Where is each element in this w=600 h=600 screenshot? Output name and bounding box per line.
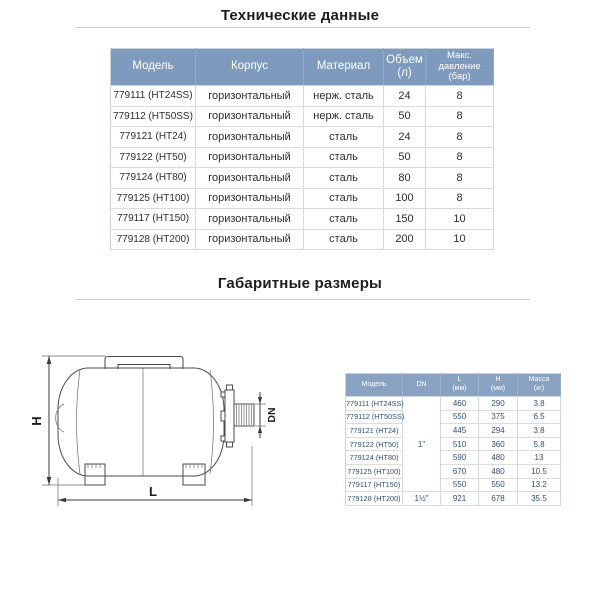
body-cell: горизонтальный bbox=[196, 147, 304, 168]
col-pressure-header bbox=[426, 49, 494, 86]
col-dn-header: DN bbox=[403, 374, 441, 397]
h-cell: 550 bbox=[479, 478, 518, 492]
l-cell: 510 bbox=[441, 437, 479, 451]
model-cell: 779124 (HT80) bbox=[111, 168, 196, 189]
arrow-down-icon bbox=[47, 477, 52, 485]
table-row bbox=[111, 168, 494, 189]
tech-section-title: Технические данные bbox=[220, 7, 380, 24]
l-dimension-label: L bbox=[149, 484, 157, 499]
mass-cell: 3.8 bbox=[518, 424, 561, 438]
material-cell: сталь bbox=[304, 168, 384, 189]
model-cell: 779112 (HT50SS) bbox=[346, 410, 403, 424]
l-cell: 921 bbox=[441, 492, 479, 506]
model-cell: 779125 (HT100) bbox=[111, 188, 196, 209]
table-row bbox=[111, 188, 494, 209]
model-cell: 779125 (HT100) bbox=[346, 464, 403, 478]
material-cell: сталь bbox=[304, 188, 384, 209]
mass-cell: 13 bbox=[518, 451, 561, 465]
volume-cell: 24 bbox=[384, 127, 426, 148]
l-cell: 550 bbox=[441, 410, 479, 424]
volume-cell: 100 bbox=[384, 188, 426, 209]
pressure-cell: 8 bbox=[426, 86, 494, 107]
model-cell: 779128 (HT200) bbox=[111, 229, 196, 250]
arrow-up-icon bbox=[258, 426, 262, 433]
l-cell: 460 bbox=[441, 397, 479, 411]
h-cell: 294 bbox=[479, 424, 518, 438]
col-l-line1: L bbox=[457, 376, 462, 384]
col-mass-header bbox=[518, 374, 561, 397]
table-row bbox=[111, 229, 494, 250]
table-row bbox=[346, 492, 561, 506]
col-body-header: Корпус bbox=[196, 49, 304, 86]
model-cell: 779122 (HT50) bbox=[346, 437, 403, 451]
body-cell: горизонтальный bbox=[196, 209, 304, 230]
pressure-cell: 8 bbox=[426, 127, 494, 148]
pressure-cell: 8 bbox=[426, 168, 494, 189]
l-cell: 670 bbox=[441, 464, 479, 478]
col-h-header bbox=[479, 374, 518, 397]
mass-cell: 6.5 bbox=[518, 410, 561, 424]
col-h-line2: (мм) bbox=[490, 385, 506, 392]
model-cell: 779111 (HT24SS) bbox=[346, 397, 403, 411]
col-volume-line2: (л) bbox=[397, 67, 412, 79]
dn-dimension-label: DN bbox=[266, 407, 278, 423]
table-row bbox=[346, 464, 561, 478]
table-row bbox=[346, 478, 561, 492]
table-row bbox=[111, 147, 494, 168]
model-cell: 779121 (HT24) bbox=[111, 127, 196, 148]
col-material-header: Материал bbox=[304, 49, 384, 86]
mass-cell: 35.5 bbox=[518, 492, 561, 506]
body-cell: горизонтальный bbox=[196, 229, 304, 250]
volume-cell: 50 bbox=[384, 147, 426, 168]
col-l-header bbox=[441, 374, 479, 397]
tank-handle bbox=[105, 357, 183, 370]
model-cell: 779112 (HT50SS) bbox=[111, 106, 196, 127]
tank-flange bbox=[221, 385, 234, 447]
h-cell: 360 bbox=[479, 437, 518, 451]
arrow-down-icon bbox=[258, 397, 262, 404]
tank-outline bbox=[58, 368, 224, 476]
mass-cell: 13.2 bbox=[518, 478, 561, 492]
arrow-right-icon bbox=[244, 498, 252, 503]
material-cell: сталь bbox=[304, 147, 384, 168]
table-row bbox=[346, 410, 561, 424]
model-cell: 779122 (HT50) bbox=[111, 147, 196, 168]
volume-cell: 24 bbox=[384, 86, 426, 107]
body-cell: горизонтальный bbox=[196, 127, 304, 148]
arrow-up-icon bbox=[47, 356, 52, 364]
arrow-left-icon bbox=[58, 498, 66, 503]
model-cell: 779121 (HT24) bbox=[346, 424, 403, 438]
mass-cell: 3.8 bbox=[518, 397, 561, 411]
material-cell: нерж. сталь bbox=[304, 106, 384, 127]
dn-cell: 1½" bbox=[403, 492, 441, 506]
table-row bbox=[111, 86, 494, 107]
body-cell: горизонтальный bbox=[196, 86, 304, 107]
tank-nipple bbox=[234, 404, 254, 426]
mass-cell: 5.8 bbox=[518, 437, 561, 451]
h-dimension-label: H bbox=[29, 416, 44, 426]
h-cell: 375 bbox=[479, 410, 518, 424]
material-cell: сталь bbox=[304, 127, 384, 148]
dims-section-title: Габаритные размеры bbox=[217, 275, 383, 292]
table-row bbox=[346, 451, 561, 465]
dims-title-rule bbox=[75, 299, 530, 300]
tech-table-header bbox=[111, 49, 494, 86]
pressure-cell: 8 bbox=[426, 188, 494, 209]
col-pressure-line2: (бар) bbox=[448, 71, 471, 83]
table-row bbox=[346, 437, 561, 451]
material-cell: сталь bbox=[304, 209, 384, 230]
dn-dimension bbox=[255, 392, 278, 438]
pressure-cell: 8 bbox=[426, 106, 494, 127]
h-cell: 480 bbox=[479, 451, 518, 465]
pressure-cell: 8 bbox=[426, 147, 494, 168]
h-cell: 480 bbox=[479, 464, 518, 478]
tech-table bbox=[110, 48, 494, 250]
volume-cell: 150 bbox=[384, 209, 426, 230]
volume-cell: 200 bbox=[384, 229, 426, 250]
col-volume-header bbox=[384, 49, 426, 86]
volume-cell: 80 bbox=[384, 168, 426, 189]
material-cell: нерж. сталь bbox=[304, 86, 384, 107]
model-cell: 779111 (HT24SS) bbox=[111, 86, 196, 107]
model-cell: 779117 (HT150) bbox=[346, 478, 403, 492]
volume-cell: 50 bbox=[384, 106, 426, 127]
col-mass-line2: (кг) bbox=[533, 385, 545, 392]
body-cell: горизонтальный bbox=[196, 106, 304, 127]
pressure-cell: 10 bbox=[426, 229, 494, 250]
table-row bbox=[111, 127, 494, 148]
table-row bbox=[111, 106, 494, 127]
pressure-cell: 10 bbox=[426, 209, 494, 230]
col-mass-line1: Масса bbox=[528, 376, 550, 384]
dn-merged-cell: 1" bbox=[403, 397, 441, 492]
table-row bbox=[346, 424, 561, 438]
l-cell: 445 bbox=[441, 424, 479, 438]
body-cell: горизонтальный bbox=[196, 188, 304, 209]
h-cell: 678 bbox=[479, 492, 518, 506]
dims-table-header bbox=[346, 374, 561, 397]
col-model-header: Модель bbox=[111, 49, 196, 86]
material-cell: сталь bbox=[304, 229, 384, 250]
h-cell: 290 bbox=[479, 397, 518, 411]
mass-cell: 10.5 bbox=[518, 464, 561, 478]
model-cell: 779117 (HT150) bbox=[111, 209, 196, 230]
col-pressure-line1: Макс. давление bbox=[438, 49, 481, 72]
l-cell: 550 bbox=[441, 478, 479, 492]
table-row bbox=[346, 397, 561, 411]
dims-table bbox=[345, 373, 561, 506]
table-row bbox=[111, 209, 494, 230]
model-cell: 779128 (HT200) bbox=[346, 492, 403, 506]
model-cell: 779124 (HT80) bbox=[346, 451, 403, 465]
tank-drawing bbox=[22, 328, 322, 528]
col-h-line1: H bbox=[495, 376, 501, 384]
tech-header-row bbox=[111, 49, 494, 86]
l-cell: 590 bbox=[441, 451, 479, 465]
dims-header-row bbox=[346, 374, 561, 397]
col-model-header: Модель bbox=[346, 374, 403, 397]
body-cell: горизонтальный bbox=[196, 168, 304, 189]
tech-title-rule bbox=[75, 27, 530, 28]
col-volume-line1: Объем bbox=[386, 53, 423, 66]
col-l-line2: (мм) bbox=[452, 385, 467, 392]
